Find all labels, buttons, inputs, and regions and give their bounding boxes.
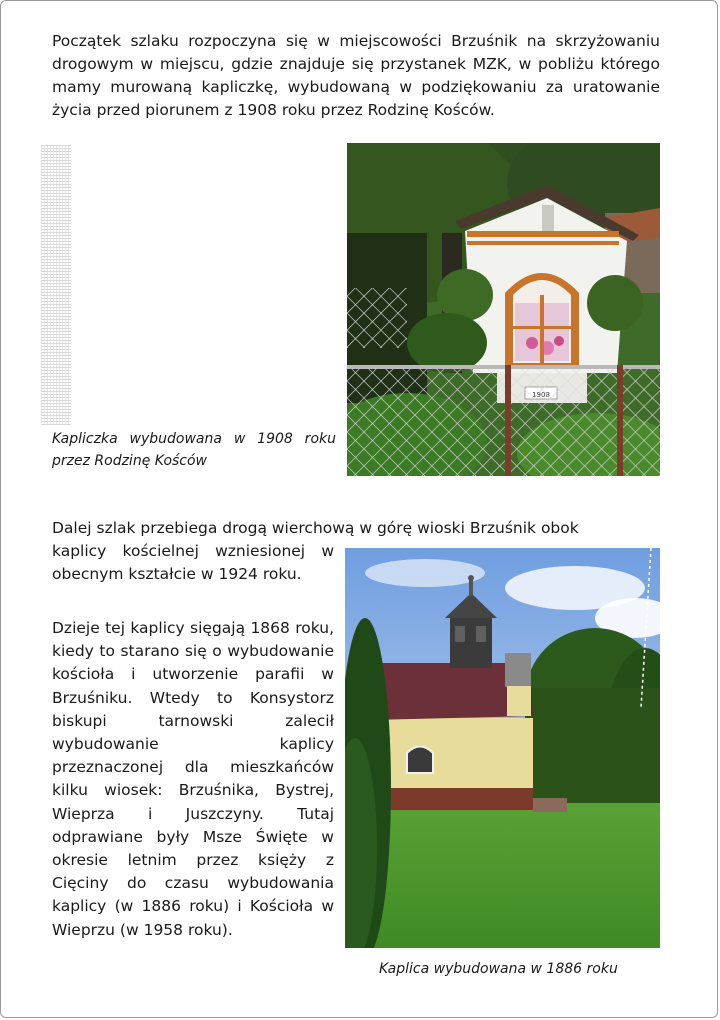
photo1-caption: Kapliczka wybudowana w 1908 roku przez Rodzinę Kośców: [52, 431, 336, 469]
history-paragraph: Dzieje tej kaplicy sięgają 1868 roku, kiedy to starano się o wybudowanie kościoła i utworzenie parafii w Brzuśniku. Wtedy to Konsystorz biskupi tarnowski zalecił wybudowanie kaplicy przeznaczonej dla mieszkańców kilku wiosek: Brzuśnika, Bystrej, Wieprza i Juszczyny. Tutaj odprawiane były Msze Święte w okresie letnim przez księży z Cięciny do czasu wybudowania kaplicy (w 1886 roku) i Kościoła w Wieprzu (w 1958 roku).: [52, 619, 334, 939]
section2-lead-line: Dalej szlak przebiega drogą wierchową w górę wioski Brzuśnik obok: [52, 519, 579, 537]
photo2-caption: Kaplica wybudowana w 1886 roku: [379, 961, 618, 977]
chapel-1908-photo: [347, 143, 660, 476]
section2-continuation: kaplicy kościelnej wzniesionej w obecnym kształcie w 1924 roku.: [52, 542, 334, 583]
intro-paragraph: Początek szlaku rozpoczyna się w miejscowości Brzuśnik na skrzyżowaniu drogowym w miejscu, gdzie znajduje się przystanek MZK, w pobliżu którego mamy murowaną kapliczkę, wybudowaną w podziękowaniu za uratowanie życia przed piorunem z 1908 roku przez Rodzinę Kośców.: [52, 32, 660, 119]
dotted-placeholder: [41, 145, 71, 425]
chapel-1886-photo: [345, 548, 660, 948]
